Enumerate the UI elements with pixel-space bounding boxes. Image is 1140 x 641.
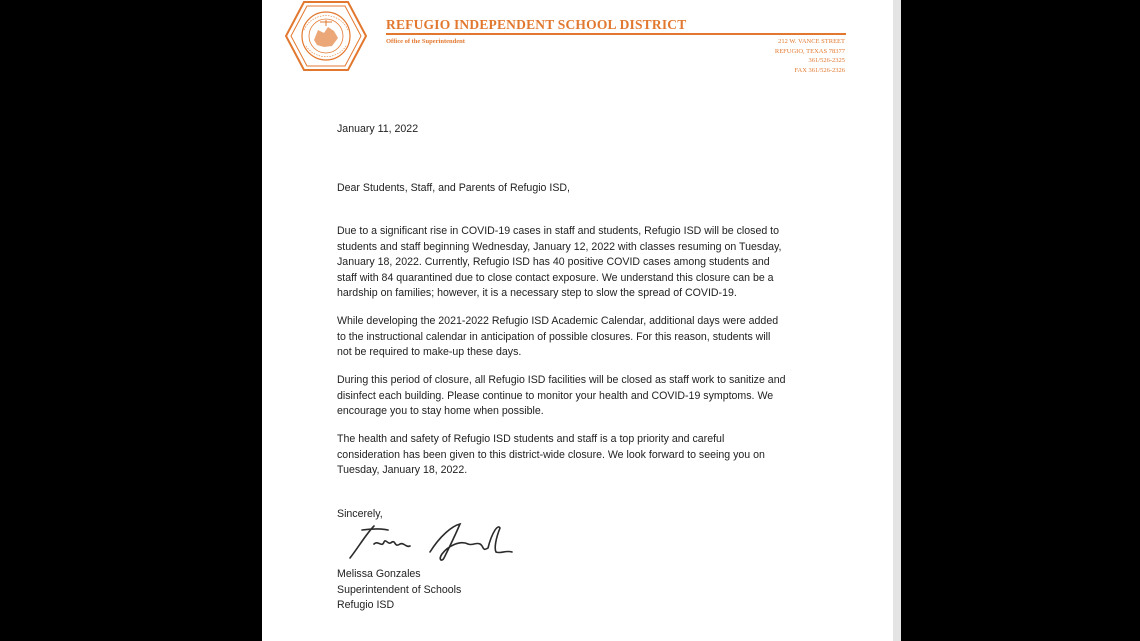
paragraph-line: to the instructional calendar in anticipation of possible closures. For this reason, students will bbox=[337, 330, 771, 343]
address-phone: 361/526-2325 bbox=[808, 57, 845, 64]
paragraph-line: encourage you to stay home when possible. bbox=[337, 405, 544, 417]
paragraph-line: During this period of closure, all Refugio ISD facilities will be closed as staff work to sanitize and bbox=[337, 374, 786, 386]
district-address bbox=[775, 37, 845, 75]
paragraph-line: not be required to make-up these days. bbox=[337, 346, 522, 358]
signer-name: Melissa Gonzales bbox=[337, 568, 421, 580]
paragraph-line: consideration has been given to this district-wide closure. We look forward to seeing you on bbox=[337, 448, 765, 461]
paragraph-line: Tuesday, January 18, 2022. bbox=[337, 464, 468, 476]
paragraph-closure-announcement bbox=[337, 224, 837, 302]
letter-page bbox=[262, 0, 893, 641]
paragraph-line: students and staff beginning Wednesday, January 12, 2022 with classes resuming on Tuesday, bbox=[337, 240, 782, 253]
address-fax: FAX 361/526-2326 bbox=[794, 66, 845, 74]
paragraph-academic-calendar bbox=[337, 314, 837, 361]
paragraph-line: hardship on families; however, it is a necessary step to slow the spread of COVID-19. bbox=[337, 287, 737, 299]
paragraph-line: disinfect each building. Please continue to monitor your health and COVID-19 symptoms. We bbox=[337, 389, 774, 402]
letter-date bbox=[337, 122, 837, 138]
paragraph-health-safety bbox=[337, 432, 837, 479]
signature-block bbox=[337, 567, 837, 614]
closing-text: Sincerely, bbox=[337, 508, 383, 520]
paragraph-facility-closure bbox=[337, 373, 837, 420]
letterhead-divider bbox=[386, 33, 846, 35]
signer-title: Superintendent of Schools bbox=[337, 583, 462, 596]
paragraph-line: staff with 84 quarantined due to close contact exposure. We understand this closure can be a bbox=[337, 271, 774, 284]
paragraph-line: January 18, 2022. Currently, Refugio ISD has 40 positive COVID cases among students and bbox=[337, 256, 770, 268]
office-of-superintendent: Office of the Superintendent bbox=[386, 38, 465, 45]
district-seal-logo bbox=[284, 0, 368, 72]
address-city: REFUGIO, TEXAS 78377 bbox=[774, 47, 845, 55]
date-text: January 11, 2022 bbox=[337, 123, 419, 135]
handwritten-signature-icon bbox=[344, 518, 524, 566]
address-street: 212 W. VANCE STREET bbox=[778, 38, 845, 45]
page-shadow-edge bbox=[893, 0, 901, 641]
salutation-text: Dear Students, Staff, and Parents of Refugio ISD, bbox=[337, 182, 571, 194]
letter-salutation bbox=[337, 181, 837, 197]
paragraph-line: Due to a significant rise in COVID-19 cases in staff and students, Refugio ISD will be closed to bbox=[337, 225, 780, 237]
paragraph-line: While developing the 2021-2022 Refugio ISD Academic Calendar, additional days were added bbox=[337, 315, 779, 327]
district-name: REFUGIO INDEPENDENT SCHOOL DISTRICT bbox=[386, 17, 687, 32]
paragraph-line: The health and safety of Refugio ISD students and staff is a top priority and careful bbox=[337, 433, 725, 445]
signer-org: Refugio ISD bbox=[337, 599, 395, 611]
